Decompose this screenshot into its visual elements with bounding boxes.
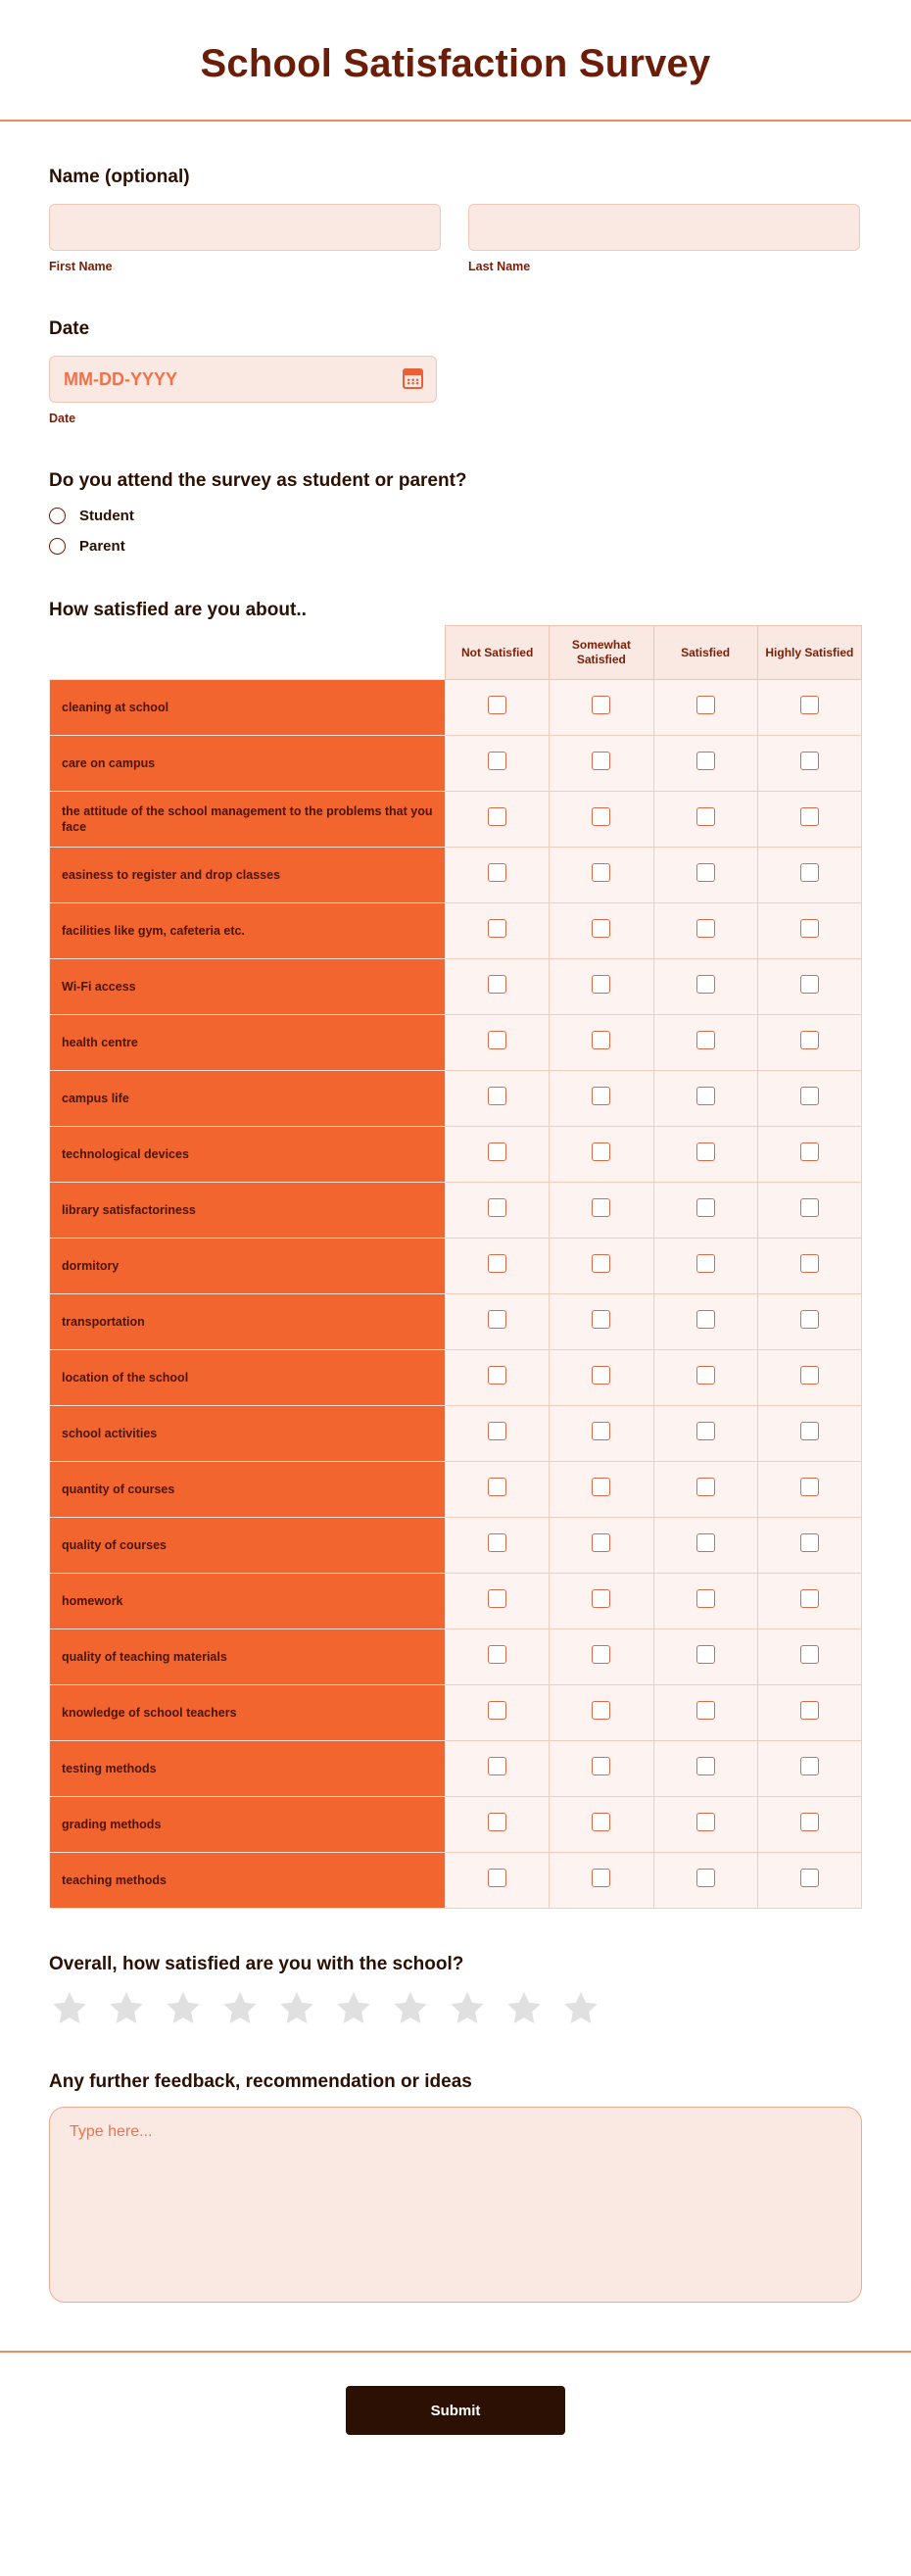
- checkbox-icon[interactable]: [696, 807, 715, 826]
- matrix-checkbox-cell[interactable]: [446, 1350, 550, 1406]
- matrix-checkbox-cell[interactable]: [446, 1239, 550, 1294]
- matrix-checkbox-cell[interactable]: [653, 1574, 757, 1629]
- matrix-checkbox-cell[interactable]: [550, 1294, 653, 1350]
- rating-label: Overall, how satisfied are you with the school?: [49, 1954, 464, 1974]
- matrix-checkbox-cell[interactable]: [757, 1574, 861, 1629]
- matrix-checkbox-cell[interactable]: [757, 848, 861, 903]
- table-row: [50, 1518, 862, 1574]
- matrix-row-label: testing methods: [50, 1741, 446, 1797]
- checkbox-icon[interactable]: [800, 1422, 819, 1440]
- table-row: [50, 903, 862, 959]
- star-icon[interactable]: [108, 1989, 145, 2026]
- submit-button[interactable]: Submit: [346, 2386, 565, 2435]
- satisfaction-matrix: [49, 625, 862, 1909]
- checkbox-icon[interactable]: [696, 975, 715, 994]
- checkbox-icon[interactable]: [488, 1701, 506, 1720]
- matrix-checkbox-cell[interactable]: [757, 1462, 861, 1518]
- checkbox-icon[interactable]: [592, 1198, 610, 1217]
- checkbox-icon[interactable]: [488, 1198, 506, 1217]
- checkbox-icon[interactable]: [592, 1478, 610, 1496]
- radio-circle-icon[interactable]: [49, 538, 66, 555]
- matrix-row-label: campus life: [50, 1071, 446, 1127]
- matrix-row-label: teaching methods: [50, 1853, 446, 1909]
- table-row: [50, 792, 862, 848]
- matrix-checkbox-cell[interactable]: [757, 1406, 861, 1462]
- star-icon[interactable]: [562, 1989, 599, 2026]
- checkbox-icon[interactable]: [592, 1310, 610, 1329]
- star-rating[interactable]: [51, 1989, 862, 2026]
- matrix-checkbox-cell[interactable]: [757, 1741, 861, 1797]
- checkbox-icon[interactable]: [488, 1813, 506, 1831]
- matrix-checkbox-cell[interactable]: [653, 959, 757, 1015]
- checkbox-icon[interactable]: [800, 1645, 819, 1664]
- checkbox-icon[interactable]: [488, 807, 506, 826]
- matrix-row-label: quality of teaching materials: [50, 1629, 446, 1685]
- checkbox-icon[interactable]: [592, 1254, 610, 1273]
- matrix-checkbox-cell[interactable]: [550, 1015, 653, 1071]
- checkbox-icon[interactable]: [592, 975, 610, 994]
- checkbox-icon[interactable]: [592, 1087, 610, 1105]
- matrix-checkbox-cell[interactable]: [550, 1853, 653, 1909]
- radio-option-student[interactable]: [49, 508, 862, 524]
- matrix-checkbox-cell[interactable]: [757, 1071, 861, 1127]
- checkbox-icon[interactable]: [592, 1701, 610, 1720]
- calendar-icon[interactable]: [403, 368, 423, 389]
- checkbox-icon[interactable]: [696, 1142, 715, 1161]
- date-field-block: [49, 318, 862, 425]
- star-icon[interactable]: [505, 1989, 543, 2026]
- matrix-checkbox-cell[interactable]: [446, 1015, 550, 1071]
- checkbox-icon[interactable]: [592, 919, 610, 938]
- role-question-label: Do you attend the survey as student or parent?: [49, 470, 467, 491]
- matrix-checkbox-cell[interactable]: [446, 1294, 550, 1350]
- matrix-checkbox-cell[interactable]: [757, 1853, 861, 1909]
- checkbox-icon[interactable]: [800, 863, 819, 882]
- matrix-checkbox-cell[interactable]: [446, 736, 550, 792]
- matrix-checkbox-cell[interactable]: [757, 1015, 861, 1071]
- feedback-textarea[interactable]: [49, 2107, 862, 2303]
- table-row: [50, 736, 862, 792]
- form-content: [0, 167, 911, 2308]
- feedback-label: Any further feedback, recommendation or ideas: [49, 2071, 472, 2092]
- matrix-checkbox-cell[interactable]: [446, 959, 550, 1015]
- checkbox-icon[interactable]: [800, 1198, 819, 1217]
- page-footer: [0, 2351, 911, 2474]
- matrix-checkbox-cell[interactable]: [550, 1629, 653, 1685]
- table-row: [50, 680, 862, 736]
- checkbox-icon[interactable]: [592, 1645, 610, 1664]
- matrix-row-label: the attitude of the school management to the problems that you face: [50, 792, 446, 848]
- checkbox-icon[interactable]: [592, 1869, 610, 1887]
- matrix-checkbox-cell[interactable]: [550, 792, 653, 848]
- checkbox-icon[interactable]: [696, 863, 715, 882]
- matrix-checkbox-cell[interactable]: [446, 1574, 550, 1629]
- matrix-checkbox-cell[interactable]: [550, 1183, 653, 1239]
- matrix-checkbox-cell[interactable]: [446, 1518, 550, 1574]
- checkbox-icon[interactable]: [488, 1533, 506, 1552]
- checkbox-icon[interactable]: [800, 975, 819, 994]
- matrix-column-header: Not Satisfied: [446, 626, 550, 680]
- matrix-checkbox-cell[interactable]: [757, 680, 861, 736]
- matrix-checkbox-cell[interactable]: [653, 1350, 757, 1406]
- matrix-checkbox-cell[interactable]: [550, 903, 653, 959]
- checkbox-icon[interactable]: [696, 1701, 715, 1720]
- matrix-row-label: grading methods: [50, 1797, 446, 1853]
- matrix-checkbox-cell[interactable]: [550, 959, 653, 1015]
- matrix-checkbox-cell[interactable]: [757, 736, 861, 792]
- table-row: [50, 1350, 862, 1406]
- matrix-checkbox-cell[interactable]: [757, 1183, 861, 1239]
- matrix-checkbox-cell[interactable]: [550, 1462, 653, 1518]
- star-icon[interactable]: [335, 1989, 372, 2026]
- table-row: [50, 1797, 862, 1853]
- matrix-row-label: quantity of courses: [50, 1462, 446, 1518]
- matrix-checkbox-cell[interactable]: [653, 1071, 757, 1127]
- matrix-checkbox-cell[interactable]: [550, 1741, 653, 1797]
- star-icon[interactable]: [51, 1989, 88, 2026]
- checkbox-icon[interactable]: [592, 863, 610, 882]
- checkbox-icon[interactable]: [696, 1087, 715, 1105]
- checkbox-icon[interactable]: [488, 1366, 506, 1385]
- matrix-checkbox-cell[interactable]: [446, 1629, 550, 1685]
- matrix-row-label: dormitory: [50, 1239, 446, 1294]
- checkbox-icon[interactable]: [800, 1533, 819, 1552]
- matrix-block: [49, 600, 862, 1909]
- matrix-checkbox-cell[interactable]: [757, 1629, 861, 1685]
- table-row: [50, 848, 862, 903]
- matrix-checkbox-cell[interactable]: [653, 1294, 757, 1350]
- matrix-checkbox-cell[interactable]: [653, 903, 757, 959]
- matrix-checkbox-cell[interactable]: [446, 1183, 550, 1239]
- checkbox-icon[interactable]: [800, 1366, 819, 1385]
- radio-label-student: Student: [79, 508, 134, 524]
- matrix-checkbox-cell[interactable]: [653, 1239, 757, 1294]
- matrix-row-label: Wi-Fi access: [50, 959, 446, 1015]
- star-icon[interactable]: [449, 1989, 486, 2026]
- checkbox-icon[interactable]: [696, 1254, 715, 1273]
- checkbox-icon[interactable]: [696, 1869, 715, 1887]
- checkbox-icon[interactable]: [488, 1645, 506, 1664]
- table-row: [50, 1853, 862, 1909]
- radio-circle-icon[interactable]: [49, 508, 66, 524]
- matrix-checkbox-cell[interactable]: [757, 1350, 861, 1406]
- matrix-checkbox-cell[interactable]: [757, 1797, 861, 1853]
- matrix-checkbox-cell[interactable]: [653, 1015, 757, 1071]
- checkbox-icon[interactable]: [800, 919, 819, 938]
- star-icon[interactable]: [221, 1989, 259, 2026]
- matrix-checkbox-cell[interactable]: [446, 1462, 550, 1518]
- matrix-checkbox-cell[interactable]: [550, 1406, 653, 1462]
- checkbox-icon[interactable]: [488, 1310, 506, 1329]
- checkbox-icon[interactable]: [488, 752, 506, 770]
- checkbox-icon[interactable]: [488, 1589, 506, 1608]
- matrix-checkbox-cell[interactable]: [653, 1518, 757, 1574]
- checkbox-icon[interactable]: [488, 1142, 506, 1161]
- checkbox-icon[interactable]: [488, 863, 506, 882]
- checkbox-icon[interactable]: [696, 1366, 715, 1385]
- name-label: Name (optional): [49, 167, 190, 187]
- matrix-checkbox-cell[interactable]: [757, 1294, 861, 1350]
- matrix-checkbox-cell[interactable]: [757, 903, 861, 959]
- checkbox-icon[interactable]: [800, 807, 819, 826]
- checkbox-icon[interactable]: [488, 1422, 506, 1440]
- checkbox-icon[interactable]: [696, 1757, 715, 1775]
- checkbox-icon[interactable]: [488, 1869, 506, 1887]
- checkbox-icon[interactable]: [592, 1533, 610, 1552]
- name-field-block: [49, 167, 862, 273]
- first-name-input[interactable]: [49, 204, 441, 251]
- matrix-checkbox-cell[interactable]: [653, 1462, 757, 1518]
- matrix-checkbox-cell[interactable]: [550, 1239, 653, 1294]
- feedback-block: [49, 2071, 862, 2308]
- table-row: [50, 1462, 862, 1518]
- matrix-checkbox-cell[interactable]: [653, 848, 757, 903]
- matrix-checkbox-cell[interactable]: [446, 1853, 550, 1909]
- matrix-column-header: Highly Satisfied: [757, 626, 861, 680]
- checkbox-icon[interactable]: [488, 1478, 506, 1496]
- matrix-row-label: care on campus: [50, 736, 446, 792]
- page-header: [0, 0, 911, 122]
- role-question-block: [49, 470, 862, 555]
- matrix-checkbox-cell[interactable]: [446, 1685, 550, 1741]
- checkbox-icon[interactable]: [488, 919, 506, 938]
- page-title: School Satisfaction Survey: [200, 42, 711, 85]
- matrix-checkbox-cell[interactable]: [550, 1685, 653, 1741]
- matrix-checkbox-cell[interactable]: [550, 848, 653, 903]
- matrix-checkbox-cell[interactable]: [550, 1127, 653, 1183]
- matrix-row-label: easiness to register and drop classes: [50, 848, 446, 903]
- matrix-checkbox-cell[interactable]: [757, 959, 861, 1015]
- checkbox-icon[interactable]: [488, 1087, 506, 1105]
- checkbox-icon[interactable]: [488, 696, 506, 714]
- matrix-checkbox-cell[interactable]: [757, 792, 861, 848]
- first-name-group: [49, 204, 441, 273]
- star-icon[interactable]: [165, 1989, 202, 2026]
- checkbox-icon[interactable]: [800, 696, 819, 714]
- matrix-row-label: location of the school: [50, 1350, 446, 1406]
- checkbox-icon[interactable]: [696, 1478, 715, 1496]
- checkbox-icon[interactable]: [592, 1757, 610, 1775]
- matrix-checkbox-cell[interactable]: [653, 1127, 757, 1183]
- checkbox-icon[interactable]: [592, 752, 610, 770]
- matrix-checkbox-cell[interactable]: [446, 1797, 550, 1853]
- last-name-group: [468, 204, 860, 273]
- checkbox-icon[interactable]: [696, 1031, 715, 1049]
- checkbox-icon[interactable]: [592, 807, 610, 826]
- matrix-header-row: [50, 626, 862, 680]
- matrix-row-label: cleaning at school: [50, 680, 446, 736]
- table-row: [50, 1071, 862, 1127]
- radio-label-parent: Parent: [79, 538, 125, 555]
- matrix-column-header: Somewhat Satisfied: [550, 626, 653, 680]
- table-row: [50, 1685, 862, 1741]
- checkbox-icon[interactable]: [696, 1198, 715, 1217]
- name-row: [49, 204, 862, 273]
- matrix-row-label: quality of courses: [50, 1518, 446, 1574]
- checkbox-icon[interactable]: [800, 1757, 819, 1775]
- matrix-checkbox-cell[interactable]: [550, 736, 653, 792]
- matrix-checkbox-cell[interactable]: [550, 1797, 653, 1853]
- star-icon[interactable]: [278, 1989, 315, 2026]
- matrix-checkbox-cell[interactable]: [653, 1685, 757, 1741]
- checkbox-icon[interactable]: [696, 752, 715, 770]
- matrix-row-label: technological devices: [50, 1127, 446, 1183]
- matrix-checkbox-cell[interactable]: [757, 1127, 861, 1183]
- table-row: [50, 1574, 862, 1629]
- checkbox-icon[interactable]: [488, 1757, 506, 1775]
- matrix-row-label: library satisfactoriness: [50, 1183, 446, 1239]
- checkbox-icon[interactable]: [800, 752, 819, 770]
- last-name-input[interactable]: [468, 204, 860, 251]
- matrix-checkbox-cell[interactable]: [757, 1685, 861, 1741]
- matrix-checkbox-cell[interactable]: [757, 1518, 861, 1574]
- table-row: [50, 1406, 862, 1462]
- matrix-checkbox-cell[interactable]: [653, 1853, 757, 1909]
- checkbox-icon[interactable]: [696, 1589, 715, 1608]
- checkbox-icon[interactable]: [696, 919, 715, 938]
- checkbox-icon[interactable]: [488, 1031, 506, 1049]
- checkbox-icon[interactable]: [800, 1031, 819, 1049]
- matrix-body: [50, 680, 862, 1909]
- star-icon[interactable]: [392, 1989, 429, 2026]
- checkbox-icon[interactable]: [800, 1869, 819, 1887]
- radio-option-parent[interactable]: [49, 538, 862, 555]
- matrix-checkbox-cell[interactable]: [446, 792, 550, 848]
- date-label: Date: [49, 318, 90, 339]
- table-row: [50, 1741, 862, 1797]
- checkbox-icon[interactable]: [592, 1142, 610, 1161]
- matrix-checkbox-cell[interactable]: [653, 1797, 757, 1853]
- checkbox-icon[interactable]: [696, 696, 715, 714]
- matrix-corner: [50, 626, 446, 680]
- checkbox-icon[interactable]: [488, 975, 506, 994]
- matrix-row-label: school activities: [50, 1406, 446, 1462]
- matrix-column-header: Satisfied: [653, 626, 757, 680]
- matrix-checkbox-cell[interactable]: [446, 1741, 550, 1797]
- matrix-checkbox-cell[interactable]: [550, 1518, 653, 1574]
- matrix-checkbox-cell[interactable]: [446, 680, 550, 736]
- matrix-header: [50, 626, 862, 680]
- matrix-checkbox-cell[interactable]: [653, 1183, 757, 1239]
- checkbox-icon[interactable]: [800, 1813, 819, 1831]
- matrix-row-label: knowledge of school teachers: [50, 1685, 446, 1741]
- matrix-checkbox-cell[interactable]: [653, 1629, 757, 1685]
- matrix-checkbox-cell[interactable]: [446, 903, 550, 959]
- matrix-row-label: facilities like gym, cafeteria etc.: [50, 903, 446, 959]
- table-row: [50, 1127, 862, 1183]
- checkbox-icon[interactable]: [800, 1254, 819, 1273]
- table-row: [50, 1239, 862, 1294]
- matrix-checkbox-cell[interactable]: [653, 680, 757, 736]
- matrix-row-label: homework: [50, 1574, 446, 1629]
- matrix-row-label: transportation: [50, 1294, 446, 1350]
- checkbox-icon[interactable]: [696, 1533, 715, 1552]
- date-sublabel: Date: [49, 412, 76, 425]
- checkbox-icon[interactable]: [696, 1310, 715, 1329]
- table-row: [50, 1015, 862, 1071]
- checkbox-icon[interactable]: [800, 1478, 819, 1496]
- matrix-checkbox-cell[interactable]: [653, 792, 757, 848]
- matrix-checkbox-cell[interactable]: [653, 736, 757, 792]
- checkbox-icon[interactable]: [800, 1087, 819, 1105]
- first-name-sublabel: First Name: [49, 260, 113, 273]
- date-input[interactable]: [49, 356, 437, 403]
- checkbox-icon[interactable]: [592, 1031, 610, 1049]
- checkbox-icon[interactable]: [800, 1310, 819, 1329]
- matrix-checkbox-cell[interactable]: [446, 1406, 550, 1462]
- matrix-checkbox-cell[interactable]: [446, 1127, 550, 1183]
- matrix-checkbox-cell[interactable]: [446, 1071, 550, 1127]
- rating-block: [49, 1954, 862, 2026]
- checkbox-icon[interactable]: [696, 1422, 715, 1440]
- matrix-checkbox-cell[interactable]: [446, 848, 550, 903]
- table-row: [50, 1294, 862, 1350]
- table-row: [50, 1183, 862, 1239]
- matrix-table-wrap: [49, 625, 862, 1909]
- matrix-checkbox-cell[interactable]: [550, 1350, 653, 1406]
- checkbox-icon[interactable]: [800, 1142, 819, 1161]
- matrix-checkbox-cell[interactable]: [653, 1406, 757, 1462]
- matrix-checkbox-cell[interactable]: [550, 1071, 653, 1127]
- checkbox-icon[interactable]: [592, 1366, 610, 1385]
- matrix-row-label: health centre: [50, 1015, 446, 1071]
- date-input-wrap: [49, 356, 437, 403]
- matrix-label: How satisfied are you about..: [49, 600, 307, 620]
- checkbox-icon[interactable]: [696, 1813, 715, 1831]
- matrix-checkbox-cell[interactable]: [653, 1741, 757, 1797]
- checkbox-icon[interactable]: [592, 1422, 610, 1440]
- checkbox-icon[interactable]: [800, 1589, 819, 1608]
- checkbox-icon[interactable]: [592, 696, 610, 714]
- table-row: [50, 959, 862, 1015]
- checkbox-icon[interactable]: [592, 1589, 610, 1608]
- checkbox-icon[interactable]: [592, 1813, 610, 1831]
- last-name-sublabel: Last Name: [468, 260, 531, 273]
- checkbox-icon[interactable]: [696, 1645, 715, 1664]
- matrix-checkbox-cell[interactable]: [550, 680, 653, 736]
- table-row: [50, 1629, 862, 1685]
- matrix-checkbox-cell[interactable]: [757, 1239, 861, 1294]
- matrix-checkbox-cell[interactable]: [550, 1574, 653, 1629]
- checkbox-icon[interactable]: [488, 1254, 506, 1273]
- checkbox-icon[interactable]: [800, 1701, 819, 1720]
